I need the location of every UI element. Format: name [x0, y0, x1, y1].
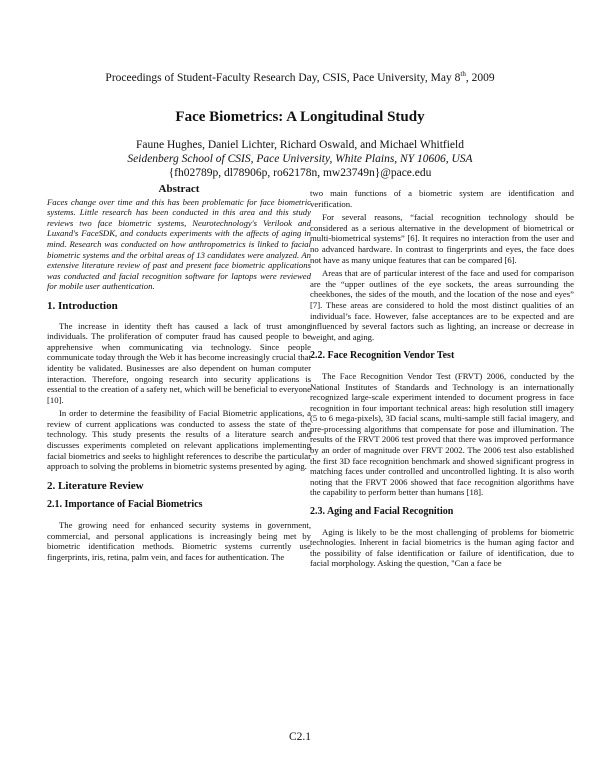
subsection-heading-aging: 2.3. Aging and Facial Recognition — [310, 506, 454, 518]
paragraph: In order to determine the feasibility of Facial Biometric applications, a review of current applications was conducted to assess the state of the technology. This study presents the results of a literature search and discusses experiments completed on relevant applications implementing facial biometrics and seeks to highlight references to describe the particular approach to solving the problems in biometric systems presented by aging. — [47, 408, 311, 472]
paragraph: The Face Recognition Vendor Test (FRVT) 2006, conducted by the National Institutes of Standards and Technology is an internationally recognized large-scale experiment intended to document progress in face recognition in four important technical areas: high resolution still imagery (5 to 6 mega-pixels), 3D facial scans, multi-sample still facial imagery, and pre-processing algorithms that compensate for pose and illumination. The results of the FRVT 2006 test proved that there was improved performance by an order of magnitude over FRVT 2002. The 2006 test also established the first 3D face recognition benchmark and showed significant progress in matching faces under controlled and uncontrolled lighting. It is also worth noting that the FRVT 2006 showed that face recognition algorithms have the capability to perform better than humans [18]. — [310, 370, 574, 498]
abstract-text: Faces change over time and this has been problematic for face biometric systems. Little research has been conducted in this area and this study reviews two face biometric systems, Neurotechnology's Verilook and Luxand's FaceSDK, and conducts experiments with the affects of aging in mind. Research was conducted on how anthropometrics is linked to facial biometric systems and the orbital areas of 13 candidates were analyzed. An extensive literature review of past and present face biometric applications was conducted and facial recognition software for laptops were reviewed for mobile user authentication. — [47, 196, 311, 292]
author-names: Faune Hughes, Daniel Lichter, Richard Oswald, and Michael Whitfield — [136, 139, 464, 151]
paper-title: Face Biometrics: A Longitudinal Study — [175, 109, 425, 125]
proceedings-header: Proceedings of Student-Faculty Research Day, CSIS, Pace University, May 8th, 2009 — [105, 70, 495, 84]
right-column — [310, 188, 574, 572]
abstract-heading: Abstract — [158, 183, 200, 195]
author-block — [0, 138, 600, 180]
paragraph: Aging is likely to be the most challenging of problems for biometric technologies. Inherent in facial biometrics is the human aging factor and the possibility of false identification or failure of identification, due to facial morphology. Asking the question, "Can a face be — [310, 526, 574, 569]
author-emails: {fh02789p, dl78906p, ro62178n, mw23749n}@pace.edu — [168, 167, 432, 179]
paragraph: two main functions of a biometric system are identification and verification. — [310, 188, 574, 209]
section-heading-literature-review: 2. Literature Review — [47, 479, 144, 492]
left-column — [47, 184, 311, 565]
author-affiliation: Seidenberg School of CSIS, Pace University, White Plains, NY 10606, USA — [127, 153, 473, 165]
paragraph: The increase in identity theft has caused a lack of trust among individuals. The proliferation of computer fraud has caused people to be apprehensive when communicating via technology. Since people communicate today through the Web it has become increasingly crucial that identity be validated. Businesses are also dependent on human computer interaction. Therefore, ongoing research into security applications is essential to the creation of a safety net, which will be beneficial to everyone [10]. — [47, 320, 311, 405]
subsection-heading-importance: 2.1. Importance of Facial Biometrics — [47, 499, 203, 511]
paragraph: The growing need for enhanced security systems in government, commercial, and personal applications is increasingly being met by biometric identification methods. Biometric systems currently use fingerprints, iris, retina, palm vein, and faces for authentication. The — [47, 520, 311, 562]
paragraph: For several reasons, “facial recognition technology should be considered as a serious alternative in the development of biometrical or multi-biometrical systems” [6]. It requires no interaction from the user and no advanced hardware. In contrast to fingerprints and eyes, the face does not have as many unique features that can be compared [6]. — [310, 212, 574, 265]
page-number: C2.1 — [288, 731, 312, 743]
section-heading-introduction: 1. Introduction — [47, 299, 118, 312]
paragraph: Areas that are of particular interest of the face and used for comparison are the “upper outlines of the eye sockets, the areas surrounding the cheekbones, the sides of the mouth, and the location of the nose and eyes” [7]. These areas are considered to hold the most distinct qualities of an individual’s face. However, false acceptances are to be expected and are influenced by several factors such as lighting, an increase or decrease in weight, and aging. — [310, 268, 574, 342]
subsection-heading-frvt: 2.2. Face Recognition Vendor Test — [310, 350, 455, 362]
